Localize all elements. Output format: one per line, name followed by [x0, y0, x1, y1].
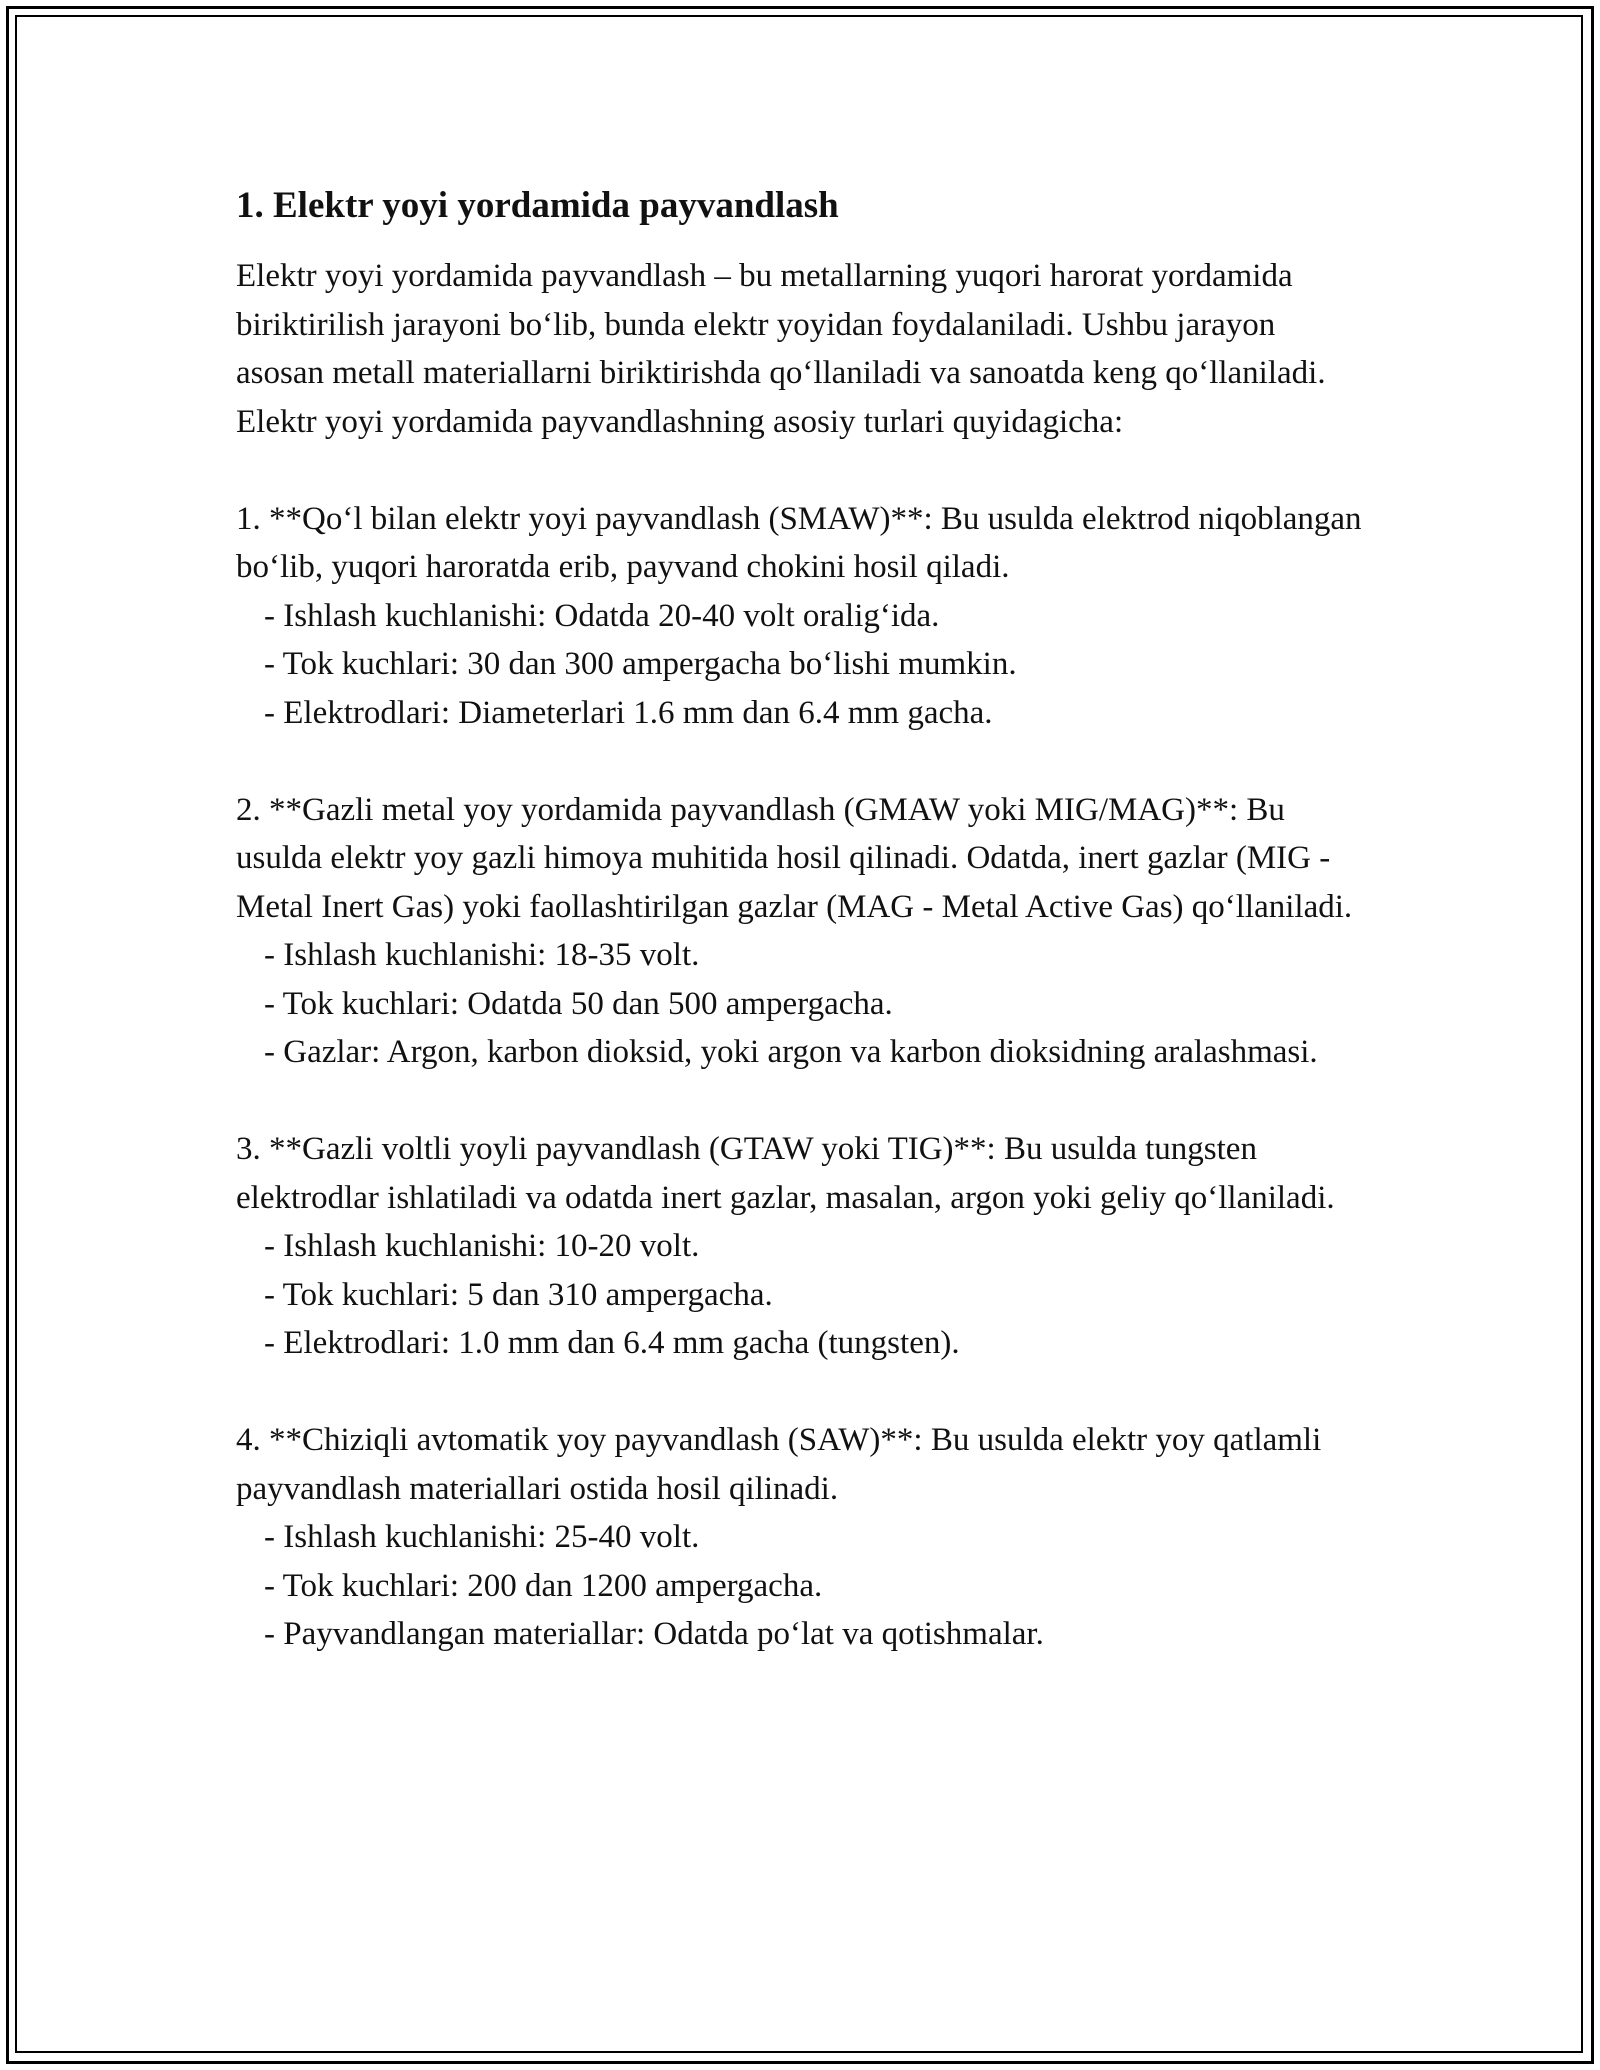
- list-item-detail: - Ishlash kuchlanishi: 18-35 volt.: [264, 937, 700, 973]
- list-item-heading: 3. **Gazli voltli yoyli payvandlash (GTAW yoki TIG)**: Bu usulda tungsten elektrodlar ishlatiladi va odatda inert gazlar, masalan, argon yoki geliy qo‘llaniladi.: [236, 1131, 1335, 1216]
- list-item-gtaw: [236, 1125, 1366, 1368]
- list-item-detail: - Tok kuchlari: Odatda 50 dan 500 ampergacha.: [264, 985, 893, 1022]
- list-item-saw: [236, 1416, 1366, 1659]
- list-item-detail: - Ishlash kuchlanishi: 10-20 volt.: [264, 1228, 700, 1264]
- list-item-detail: - Tok kuchlari: 30 dan 300 ampergacha bo‘lishi mumkin.: [264, 646, 1017, 682]
- list-item-detail: - Payvandlangan materiallar: Odatda po‘lat va qotishmalar.: [264, 1616, 1044, 1652]
- paragraph-gap: [236, 1368, 1366, 1417]
- paragraph-gap: [236, 1077, 1366, 1126]
- list-item-detail: - Elektrodlari: Diameterlari 1.6 mm dan 6.4 mm gacha.: [264, 694, 993, 731]
- paragraph-gap: [236, 737, 1366, 786]
- list-item-detail: - Ishlash kuchlanishi: Odatda 20-40 volt oralig‘ida.: [264, 597, 940, 634]
- list-item-detail: - Tok kuchlari: 200 dan 1200 ampergacha.: [264, 1567, 823, 1604]
- list-item-detail: - Elektrodlari: 1.0 mm dan 6.4 mm gacha (tungsten).: [264, 1325, 960, 1361]
- list-item-smaw: [236, 495, 1370, 738]
- list-item-heading: 4. **Chiziqli avtomatik yoy payvandlash (SAW)**: Bu usulda elektr yoy qatlamli payvandlash materiallari ostida hosil qilinadi.: [236, 1422, 1330, 1507]
- list-item-detail: - Tok kuchlari: 5 dan 310 ampergacha.: [264, 1276, 773, 1313]
- list-item-detail: - Gazlar: Argon, karbon dioksid, yoki argon va karbon dioksidning aralashmasi.: [264, 1034, 1318, 1070]
- intro-paragraph: Elektr yoyi yordamida payvandlash – bu metallarning yuqori harorat yordamida biriktirilish jarayoni bo‘lib, bunda elektr yoyidan foydalaniladi. Ushbu jarayon asosan metall materiallarni biriktirishda qo‘llaniladi va sanoatda keng qo‘llaniladi. Elektr yoyi yordamida payvandlashning asosiy turlari quyidagicha:: [236, 258, 1326, 440]
- list-item-detail: - Ishlash kuchlanishi: 25-40 volt.: [264, 1519, 700, 1555]
- list-item-gmaw: [236, 786, 1366, 1077]
- list-item-heading: 2. **Gazli metal yoy yordamida payvandlash (GMAW yoki MIG/MAG)**: Bu usulda elektr yoy gazli himoya muhitida hosil qilinadi. Odatda, inert gazlar (MIG - Metal Inert Gas) yoki faollashtirilgan gazlar (MAG - Metal Active Gas) qo‘llaniladi.: [236, 791, 1353, 925]
- paragraph-gap: [236, 446, 1366, 495]
- document-title: 1. Elektr yoyi yordamida payvandlash: [236, 185, 839, 226]
- document-body: [236, 184, 1370, 1659]
- list-item-heading: 1. **Qo‘l bilan elektr yoyi payvandlash (SMAW)**: Bu usulda elektrod niqoblangan bo‘lib, yuqori haroratda erib, payvand chokini hosil qiladi.: [236, 500, 1370, 585]
